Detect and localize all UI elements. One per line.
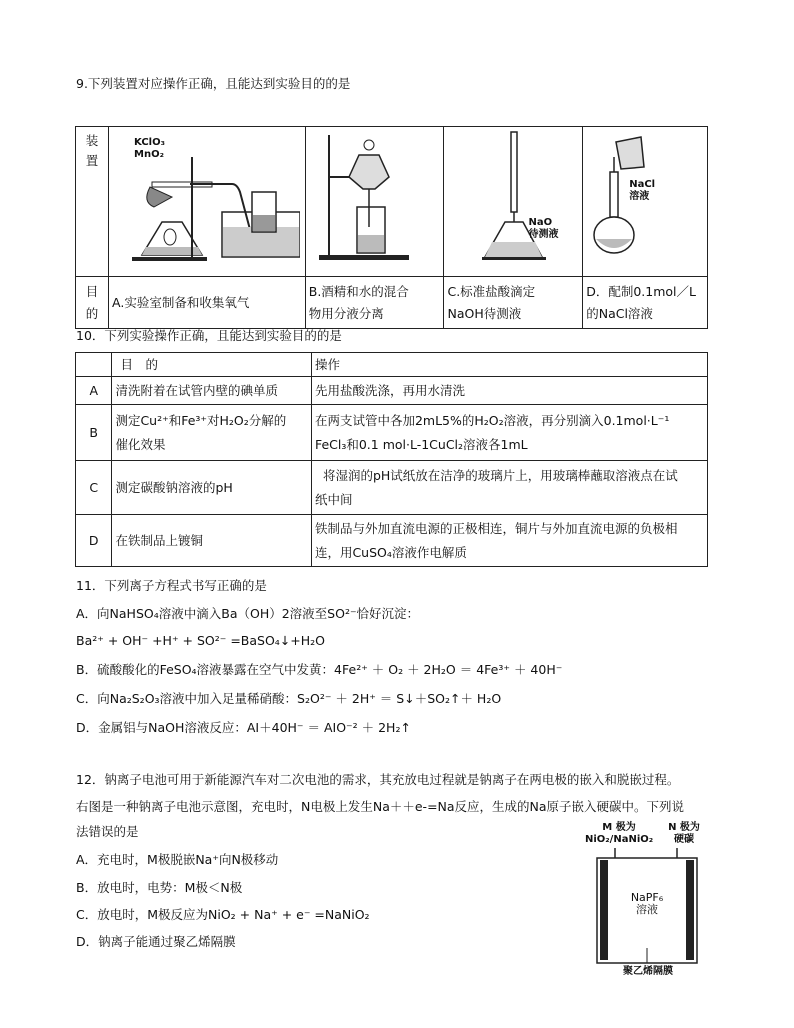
row-purpose: 清洗附着在试管内壁的碘单质 bbox=[112, 377, 312, 405]
apparatus-a-label2: MnO₂ bbox=[134, 149, 164, 160]
row-operation-line2: 纸中间 bbox=[314, 491, 353, 507]
purpose-b bbox=[305, 277, 444, 329]
n-electrode-label-line2: 硬碳 bbox=[674, 834, 694, 845]
q11-option-c: C．向Na₂S₂O₃溶液中加入足量稀硝酸：S₂O²⁻ ＋ 2H⁺ ＝ S↓＋SO₂↑＋ H₂O bbox=[76, 691, 502, 706]
m-electrode-label-line1: M 极为 bbox=[602, 822, 636, 833]
q10-stem: 10．下列实验操作正确，且能达到实验目的的是 bbox=[76, 328, 342, 343]
q12-option-d: D．钠离子能通过聚乙烯隔膜 bbox=[76, 934, 236, 949]
apparatus-header bbox=[76, 127, 109, 277]
membrane-label: 聚乙烯隔膜 bbox=[623, 966, 673, 977]
row-operation-line1: 在两支试管中各加2mL5%的H₂O₂溶液，再分别滴入0.1mol·L⁻¹ bbox=[314, 412, 670, 428]
q11-option-d: D．金属铝与NaOH溶液反应：AI＋40H⁻ ＝ AIO⁻² ＋ 2H₂↑ bbox=[76, 720, 411, 735]
apparatus-a-label1: KClO₃ bbox=[134, 137, 165, 148]
row-operation-line1: 将湿润的pH试纸放在洁净的玻璃片上，用玻璃棒蘸取溶液点在试 bbox=[322, 467, 678, 483]
row-purpose-line2: 催化效果 bbox=[115, 436, 166, 452]
m-electrode-label bbox=[585, 822, 653, 846]
titration-apparatus-icon bbox=[447, 127, 577, 270]
row-operation bbox=[311, 515, 707, 567]
purpose-header-b: 的 bbox=[85, 305, 99, 321]
n-electrode-label bbox=[661, 822, 707, 846]
q12-option-b: B．放电时，电势：M极＜N极 bbox=[76, 880, 243, 895]
row-operation bbox=[311, 461, 707, 515]
q12-option-c: C．放电时，M极反应为NiO₂ + Na⁺ + e⁻ =NaNiO₂ bbox=[76, 907, 370, 922]
table-row bbox=[76, 461, 708, 515]
row-purpose: 在铁制品上镀铜 bbox=[112, 515, 312, 567]
q10-header-key bbox=[76, 353, 112, 377]
q11-option-a-equation: Ba²⁺ + OH⁻ +H⁺ + SO²⁻ =BaSO₄↓+H₂O bbox=[76, 633, 326, 648]
table-row bbox=[76, 515, 708, 567]
purpose-c-line2: NaOH待测液 bbox=[447, 305, 522, 321]
purpose-d-line2: 的NaCl溶液 bbox=[586, 305, 653, 321]
row-purpose bbox=[112, 405, 312, 461]
row-operation-line2: 连，用CuSO₄溶液作电解质 bbox=[314, 544, 467, 560]
apparatus-c-label1: NaO bbox=[528, 217, 553, 228]
purpose-c bbox=[444, 277, 583, 329]
purpose-c-line1: C.标准盐酸滴定 bbox=[447, 283, 536, 299]
q9-stem: 9.下列装置对应操作正确，且能达到实验目的的是 bbox=[76, 76, 351, 91]
electrolyte-label bbox=[615, 892, 679, 916]
purpose-b-line2: 物用分液分离 bbox=[308, 305, 384, 321]
m-electrode-label-line2: NiO₂/NaNiO₂ bbox=[585, 834, 654, 845]
apparatus-a bbox=[109, 127, 306, 277]
row-purpose: 测定碳酸钠溶液的pH bbox=[112, 461, 312, 515]
q11-option-a: A．向NaHSO₄溶液中滴入Ba（OH）2溶液至SO²⁻恰好沉淀： bbox=[76, 606, 420, 621]
q11-stem: 11．下列离子方程式书写正确的是 bbox=[76, 578, 267, 593]
apparatus-d bbox=[583, 127, 708, 277]
purpose-header bbox=[76, 277, 109, 329]
purpose-d-line1: D．配制0.1mol／L bbox=[586, 283, 696, 299]
row-key: A bbox=[76, 377, 112, 405]
apparatus-c-label2: 待测液 bbox=[528, 229, 559, 240]
q12-stem-line3: 法错误的是 bbox=[76, 824, 139, 839]
q10-table bbox=[75, 352, 708, 567]
row-purpose-line1: 测定Cu²⁺和Fe³⁺对H₂O₂分解的 bbox=[115, 412, 287, 428]
q12-option-a: A．充电时，M极脱嵌Na⁺向N极移动 bbox=[76, 852, 279, 867]
q9-table bbox=[75, 126, 708, 329]
apparatus-d-label2: 溶液 bbox=[629, 191, 650, 202]
q11-option-b: B．硫酸酸化的FeSO₄溶液暴露在空气中发黄：4Fe²⁺ ＋ O₂ ＋ 2H₂O ＝ 4Fe³⁺ ＋ 40H⁻ bbox=[76, 662, 563, 677]
purpose-d bbox=[583, 277, 708, 329]
row-operation: 先用盐酸洗涤，再用水清洗 bbox=[311, 377, 707, 405]
q10-header-operation: 操作 bbox=[311, 353, 707, 377]
apparatus-b bbox=[305, 127, 444, 277]
apparatus-d-label1: NaCl bbox=[629, 179, 656, 190]
table-row bbox=[76, 405, 708, 461]
purpose-header-a: 目 bbox=[85, 283, 99, 299]
row-key: C bbox=[76, 461, 112, 515]
row-key: B bbox=[76, 405, 112, 461]
purpose-a: A.实验室制备和收集氧气 bbox=[109, 277, 306, 329]
q10-header-purpose: 目 的 bbox=[112, 353, 312, 377]
battery-figure bbox=[575, 820, 715, 980]
row-operation bbox=[311, 405, 707, 461]
q12-stem-line2: 右图是一种钠离子电池示意图，充电时，N电极上发生Na＋＋e-=Na反应，生成的Na原子嵌入硬碳中。下列说 bbox=[76, 799, 685, 814]
row-operation-line2: FeCl₃和0.1 mol·L-1CuCl₂溶液各1mL bbox=[314, 436, 528, 452]
apparatus-header-a: 装 bbox=[85, 133, 99, 148]
apparatus-header-b: 置 bbox=[85, 153, 99, 168]
electrolyte-label-line2: 溶液 bbox=[636, 903, 658, 916]
separatory-funnel-icon bbox=[309, 127, 439, 270]
q12-stem-line1: 12．钠离子电池可用于新能源汽车对二次电池的需求，其充放电过程就是钠离子在两电极的嵌入和脱嵌过程。 bbox=[76, 772, 680, 787]
table-row bbox=[76, 377, 708, 405]
row-key: D bbox=[76, 515, 112, 567]
n-electrode-label-line1: N 极为 bbox=[668, 822, 700, 833]
row-operation-line1: 铁制品与外加直流电源的正极相连，铜片与外加直流电源的负极相 bbox=[314, 520, 678, 536]
electrolyte-label-line1: NaPF₆ bbox=[630, 891, 664, 904]
apparatus-c bbox=[444, 127, 583, 277]
purpose-b-line1: B.酒精和水的混合 bbox=[308, 283, 409, 299]
